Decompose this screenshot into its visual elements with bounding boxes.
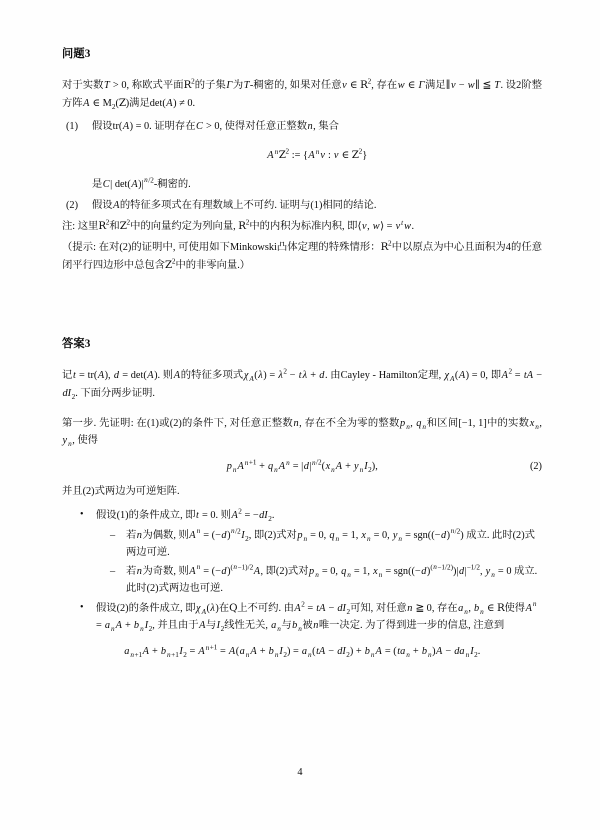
answer-bullet-list	[62, 507, 542, 635]
answer-after-eq2: 并且(2)式两边为可逆矩阵.	[62, 486, 180, 498]
problem-item-1-after: 是C| $\det(A)|^{n/2}-$稠密的.	[92, 176, 191, 190]
problem-heading: 问题3	[62, 48, 91, 60]
problem-intro: 对于实数T > 0, 称欧式平面$R^2$的子集Γ为T-稠密的, 如果对任意v ∈ $R^2$, 存在w ∈ Γ满足∥v − w∥ ≦ T. 设2阶整方阵A ∈ $M_2(Z)$满足det(A) ≠ 0.	[62, 77, 542, 111]
answer-equation-2: $p_nA^{n+1} + q_nA^n = |d|^{n/2}(x_nA + y_nI_2)$, (2)	[226, 458, 542, 475]
answer-subcase-even: – 若n为偶数, 则$A^n = (-d)^{n/2}I_2$, 即(2)式对$p_n = 0$, $q_n = 1$, $x_n = 0$, $y_n = sgn((-d)^{n/2})$ 成立. 此时(2)式两边可逆.	[110, 527, 542, 562]
problem-item-1-label: (1)	[66, 121, 79, 133]
problem-hint: （提示: 在对(2)的证明中, 可使用如下Minkowski凸体定理的特殊情形：$R^2$中以原点为中心且面积为4的任意闭平行四边形中总包含$Z^2$中的非零向量.）	[62, 239, 543, 271]
problem-display-equation: $A^nZ^2$ := {$A^nv$ : v ∈ $Z^2$}	[267, 147, 368, 162]
problem-item-1: (1) 假设tr(A) = 0. 证明存在C > 0, 使得对任意正整数n, 集合 $A^nZ^2$ := {$A^nv$ : v ∈ $Z^2$} 是C| $\det(A)|^{n/2}-$稠密的.	[62, 118, 542, 193]
answer-intro: 记t = tr(A), d = det(A). 则A的特征多项式$\chi_A(\lambda) = \lambda^2 - t\lambda + d$. 由Cayley - Hamilton定理, $\chi_A(A) = 0$, 即$A^2$ = tA − $dI_2$. 下面分两步证明.	[62, 367, 543, 402]
problem-item-2: (2) 假设A的特征多项式在有理数域上不可约. 证明与(1)相同的结论.	[62, 197, 542, 215]
answer-heading: 答案3	[62, 338, 91, 351]
answer-subcase-list	[96, 527, 542, 598]
answer-step1: 第一步. 先证明: 在(1)或(2)的条件下, 对任意正整数n, 存在不全为零的整数$p_n$, $q_n$和区间[−1, 1]中的实数$x_n$, $y_n$, 使得	[62, 417, 542, 449]
problem-item-2-label: (2)	[66, 199, 79, 211]
answer-bullet-case1: • 假设(1)的条件成立, 即t = 0. 则$A^2 = -dI_2$. – 若n为偶数, 则$A^n = (-d)^{n/2}I_2$, 即(2)式对$p_n = 0$, $q_n = 1$, $x_n = 0$, $y_n = sgn((-d)^{n/2})$ 成立. 此时(2)式两边可逆. – 若n为奇数, 则$A^n = (-d)^{(n-1)/2}A$, 即(2)式对$p_n = 0$, $q_n = 1$, $x_n = sgn((-d)^{(n-1/2)})|d|^{-1/2}$, $y_n = 0$ 成立. 此时(2)式两边也可逆.	[78, 507, 542, 598]
problem-item-list	[62, 118, 542, 214]
answer-final-equation: $a_{n+1}A + b_{n+1}I_2 = A^{n+1} = A(a_nA + b_nI_2) = a_n(tA - dI_2) + b_nA = (ta_n + b_n)A - da_nI_2$.	[124, 643, 481, 659]
page-number: 4	[297, 767, 303, 778]
equation-2-tag: (2)	[529, 461, 542, 473]
answer-subcase-odd: – 若n为奇数, 则$A^n = (-d)^{(n-1)/2}A$, 即(2)式对$p_n = 0$, $q_n = 1$, $x_n = sgn((-d)^{(n-1/2)})|d|^{-1/2}$, $y_n = 0$ 成立. 此时(2)式两边也可逆.	[110, 563, 542, 598]
problem-note: 注: 这里$R^2$和$Z^2$中的向量约定为列向量, $R^2$中的内积为标准内积, 即⟨v, w⟩ = $v^tw$.	[62, 218, 415, 233]
answer-bullet-case2: • 假设(2)的条件成立, 即$\chi_A(\lambda)$在Q上不可约. 由$A^2$ = tA − $dI_2$可知, 对任意n ≧ 0, 存在$a_n$, $b_n$ ∈ R使得$A^n = a_nA + b_nI_2$, 并且由于A与$I_2$线性无关, $a_n$与$b_n$被n唯一决定. 为了得到进一步的信息, 注意到	[78, 600, 542, 635]
